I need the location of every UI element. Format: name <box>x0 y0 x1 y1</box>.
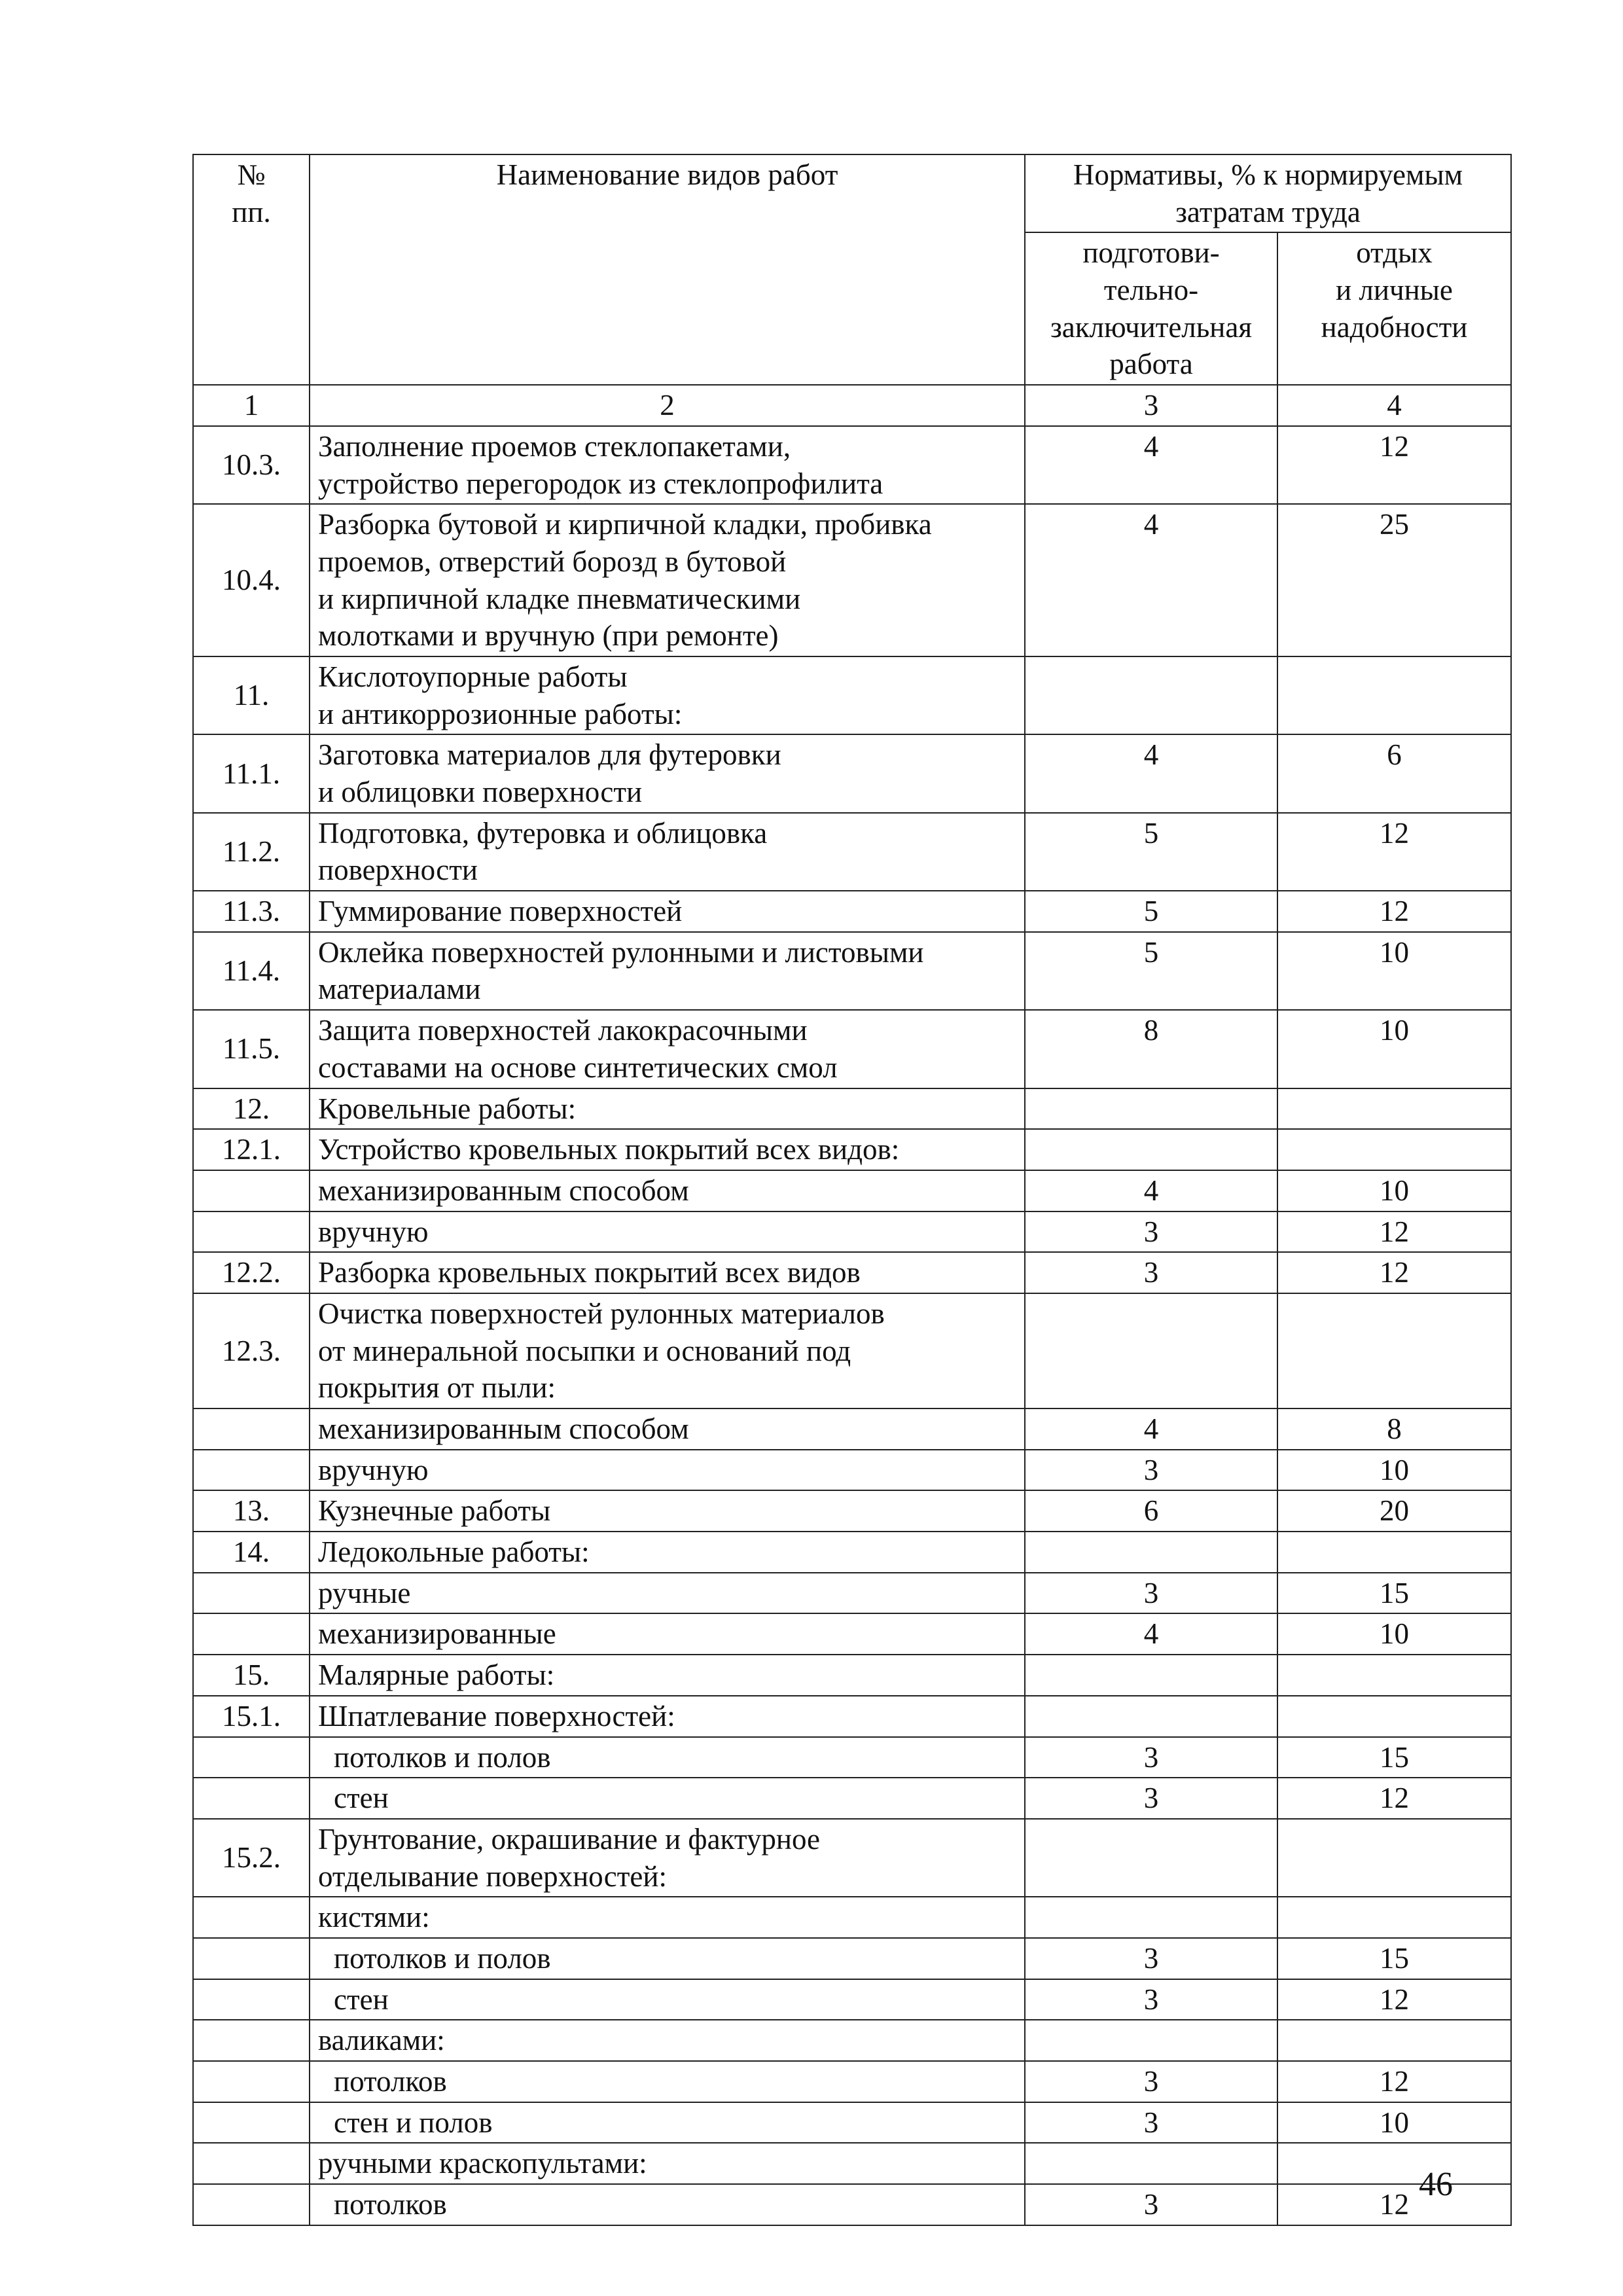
prep-value <box>1025 656 1277 734</box>
table-row <box>193 504 1511 656</box>
table-row <box>193 1737 1511 1778</box>
header-norms: Нормативы, % к нормируемым затратам труда <box>1025 154 1511 232</box>
rest-value: 6 <box>1277 734 1511 812</box>
prep-value: 3 <box>1025 1450 1277 1491</box>
row-number: 12.3. <box>193 1293 310 1408</box>
row-number <box>193 1613 310 1655</box>
row-number: 15.1. <box>193 1696 310 1737</box>
prep-value: 5 <box>1025 813 1277 891</box>
rest-value <box>1277 2020 1511 2061</box>
prep-value: 3 <box>1025 1938 1277 1979</box>
work-name: стен и полов <box>310 2102 1025 2144</box>
work-name: механизированным способом <box>310 1408 1025 1450</box>
work-name: Кислотоупорные работы и антикоррозионные работы: <box>310 656 1025 734</box>
work-name: ручными краскопультами: <box>310 2143 1025 2184</box>
work-name: Гуммирование поверхностей <box>310 891 1025 932</box>
rest-value: 12 <box>1277 1252 1511 1293</box>
rest-value: 8 <box>1277 1408 1511 1450</box>
row-number: 11.2. <box>193 813 310 891</box>
row-number <box>193 1778 310 1819</box>
work-name: Оклейка поверхностей рулонными и листовыми материалами <box>310 932 1025 1010</box>
row-number <box>193 2102 310 2144</box>
table-body <box>193 426 1511 2225</box>
prep-value: 3 <box>1025 1737 1277 1778</box>
table-row <box>193 2184 1511 2225</box>
rest-value: 12 <box>1277 2061 1511 2102</box>
rest-value: 15 <box>1277 1737 1511 1778</box>
table-row <box>193 2020 1511 2061</box>
work-name: стен <box>310 1979 1025 2020</box>
row-number: 12. <box>193 1088 310 1130</box>
table-row <box>193 1450 1511 1491</box>
row-number: 10.3. <box>193 426 310 504</box>
prep-value <box>1025 1819 1277 1897</box>
work-name: Шпатлевание поверхностей: <box>310 1696 1025 1737</box>
work-name: Защита поверхностей лакокрасочными составами на основе синтетических смол <box>310 1010 1025 1088</box>
prep-value: 3 <box>1025 2102 1277 2144</box>
table-row <box>193 1490 1511 1532</box>
work-name: Разборка кровельных покрытий всех видов <box>310 1252 1025 1293</box>
work-name: ручные <box>310 1573 1025 1614</box>
table-row <box>193 1532 1511 1573</box>
work-name: механизированным способом <box>310 1170 1025 1211</box>
rest-value <box>1277 1532 1511 1573</box>
row-number <box>193 1897 310 1938</box>
prep-value: 4 <box>1025 504 1277 656</box>
row-number <box>193 1408 310 1450</box>
table-row <box>193 1897 1511 1938</box>
header-num: № пп. <box>193 154 310 385</box>
prep-value: 3 <box>1025 2184 1277 2225</box>
norms-table <box>192 154 1512 2226</box>
rest-value: 10 <box>1277 1450 1511 1491</box>
row-number: 11. <box>193 656 310 734</box>
work-name: Кровельные работы: <box>310 1088 1025 1130</box>
row-number <box>193 2020 310 2061</box>
rest-value: 12 <box>1277 426 1511 504</box>
table-row <box>193 1778 1511 1819</box>
prep-value <box>1025 1129 1277 1170</box>
work-name: Заполнение проемов стеклопакетами, устройство перегородок из стеклопрофилита <box>310 426 1025 504</box>
table-row <box>193 813 1511 891</box>
table-row <box>193 1938 1511 1979</box>
header-col-numbers <box>193 385 1511 426</box>
table-row <box>193 1655 1511 1696</box>
rest-value <box>1277 2143 1511 2184</box>
table-row <box>193 1408 1511 1450</box>
prep-value <box>1025 1088 1277 1130</box>
rest-value: 12 <box>1277 813 1511 891</box>
prep-value: 3 <box>1025 1979 1277 2020</box>
col-number: 1 <box>193 385 310 426</box>
table-row <box>193 734 1511 812</box>
col-number: 4 <box>1277 385 1511 426</box>
row-number <box>193 1737 310 1778</box>
row-number: 15.2. <box>193 1819 310 1897</box>
rest-value <box>1277 1696 1511 1737</box>
header-rest: отдых и личные надобности <box>1277 232 1511 385</box>
work-name: потолков и полов <box>310 1938 1025 1979</box>
prep-value: 3 <box>1025 1211 1277 1253</box>
prep-value: 4 <box>1025 734 1277 812</box>
prep-value <box>1025 1897 1277 1938</box>
prep-value <box>1025 2020 1277 2061</box>
work-name: вручную <box>310 1450 1025 1491</box>
prep-value: 4 <box>1025 1613 1277 1655</box>
prep-value: 6 <box>1025 1490 1277 1532</box>
rest-value: 10 <box>1277 1613 1511 1655</box>
work-name: стен <box>310 1778 1025 1819</box>
rest-value <box>1277 1819 1511 1897</box>
row-number: 12.1. <box>193 1129 310 1170</box>
table-row <box>193 891 1511 932</box>
header-row-top <box>193 154 1511 232</box>
work-name: Очистка поверхностей рулонных материалов от минеральной посыпки и оснований под покрытия от пыли: <box>310 1293 1025 1408</box>
rest-value <box>1277 1088 1511 1130</box>
work-name: Кузнечные работы <box>310 1490 1025 1532</box>
rest-value: 15 <box>1277 1573 1511 1614</box>
work-name: потолков <box>310 2184 1025 2225</box>
prep-value: 5 <box>1025 891 1277 932</box>
row-number: 13. <box>193 1490 310 1532</box>
rest-value: 12 <box>1277 2184 1511 2225</box>
rest-value: 12 <box>1277 1979 1511 2020</box>
rest-value: 10 <box>1277 1010 1511 1088</box>
prep-value: 8 <box>1025 1010 1277 1088</box>
row-number <box>193 1211 310 1253</box>
table-row <box>193 1211 1511 1253</box>
table-row <box>193 932 1511 1010</box>
row-number <box>193 1450 310 1491</box>
table-row <box>193 1696 1511 1737</box>
row-number: 12.2. <box>193 1252 310 1293</box>
prep-value: 5 <box>1025 932 1277 1010</box>
work-name: Заготовка материалов для футеровки и облицовки поверхности <box>310 734 1025 812</box>
prep-value <box>1025 2143 1277 2184</box>
work-name: Малярные работы: <box>310 1655 1025 1696</box>
prep-value: 3 <box>1025 1573 1277 1614</box>
work-name: валиками: <box>310 2020 1025 2061</box>
prep-value <box>1025 1696 1277 1737</box>
work-name: Разборка бутовой и кирпичной кладки, пробивка проемов, отверстий борозд в бутовой и кирпичной кладке пневматическими молотками и вручную (при ремонте) <box>310 504 1025 656</box>
page-number: 46 <box>1419 2166 1453 2203</box>
row-number <box>193 1938 310 1979</box>
row-number: 11.4. <box>193 932 310 1010</box>
rest-value: 10 <box>1277 932 1511 1010</box>
row-number <box>193 1573 310 1614</box>
header-name: Наименование видов работ <box>310 154 1025 385</box>
table-row <box>193 1088 1511 1130</box>
table-row <box>193 1819 1511 1897</box>
rest-value <box>1277 1129 1511 1170</box>
row-number: 10.4. <box>193 504 310 656</box>
rest-value <box>1277 656 1511 734</box>
rest-value <box>1277 1293 1511 1408</box>
rest-value <box>1277 1897 1511 1938</box>
table-row <box>193 1293 1511 1408</box>
row-number: 15. <box>193 1655 310 1696</box>
row-number <box>193 2184 310 2225</box>
row-number <box>193 1979 310 2020</box>
col-number: 3 <box>1025 385 1277 426</box>
row-number: 11.3. <box>193 891 310 932</box>
table-row <box>193 1573 1511 1614</box>
header-prep: подготови- тельно- заключительная работа <box>1025 232 1277 385</box>
table-row <box>193 1010 1511 1088</box>
work-name: потолков <box>310 2061 1025 2102</box>
row-number <box>193 2061 310 2102</box>
prep-value <box>1025 1655 1277 1696</box>
rest-value: 25 <box>1277 504 1511 656</box>
work-name: кистями: <box>310 1897 1025 1938</box>
rest-value: 10 <box>1277 1170 1511 1211</box>
work-name: Ледокольные работы: <box>310 1532 1025 1573</box>
row-number <box>193 1170 310 1211</box>
table-row <box>193 1979 1511 2020</box>
col-number: 2 <box>310 385 1025 426</box>
work-name: Грунтование, окрашивание и фактурное отделывание поверхностей: <box>310 1819 1025 1897</box>
rest-value: 12 <box>1277 1211 1511 1253</box>
row-number <box>193 2143 310 2184</box>
rest-value: 12 <box>1277 891 1511 932</box>
row-number: 11.1. <box>193 734 310 812</box>
work-name: потолков и полов <box>310 1737 1025 1778</box>
rest-value: 10 <box>1277 2102 1511 2144</box>
prep-value: 3 <box>1025 1252 1277 1293</box>
work-name: механизированные <box>310 1613 1025 1655</box>
row-number: 14. <box>193 1532 310 1573</box>
work-name: Подготовка, футеровка и облицовка поверхности <box>310 813 1025 891</box>
prep-value: 4 <box>1025 1170 1277 1211</box>
table-row <box>193 656 1511 734</box>
prep-value: 3 <box>1025 2061 1277 2102</box>
prep-value: 3 <box>1025 1778 1277 1819</box>
rest-value: 20 <box>1277 1490 1511 1532</box>
rest-value <box>1277 1655 1511 1696</box>
rest-value: 12 <box>1277 1778 1511 1819</box>
table-row <box>193 2061 1511 2102</box>
prep-value: 4 <box>1025 426 1277 504</box>
table-row <box>193 1170 1511 1211</box>
table-row <box>193 1252 1511 1293</box>
work-name: Устройство кровельных покрытий всех видов: <box>310 1129 1025 1170</box>
row-number: 11.5. <box>193 1010 310 1088</box>
prep-value <box>1025 1532 1277 1573</box>
table-row <box>193 2102 1511 2144</box>
prep-value: 4 <box>1025 1408 1277 1450</box>
table-row <box>193 2143 1511 2184</box>
prep-value <box>1025 1293 1277 1408</box>
rest-value: 15 <box>1277 1938 1511 1979</box>
work-name: вручную <box>310 1211 1025 1253</box>
table-row <box>193 426 1511 504</box>
table-row <box>193 1129 1511 1170</box>
table-row <box>193 1613 1511 1655</box>
